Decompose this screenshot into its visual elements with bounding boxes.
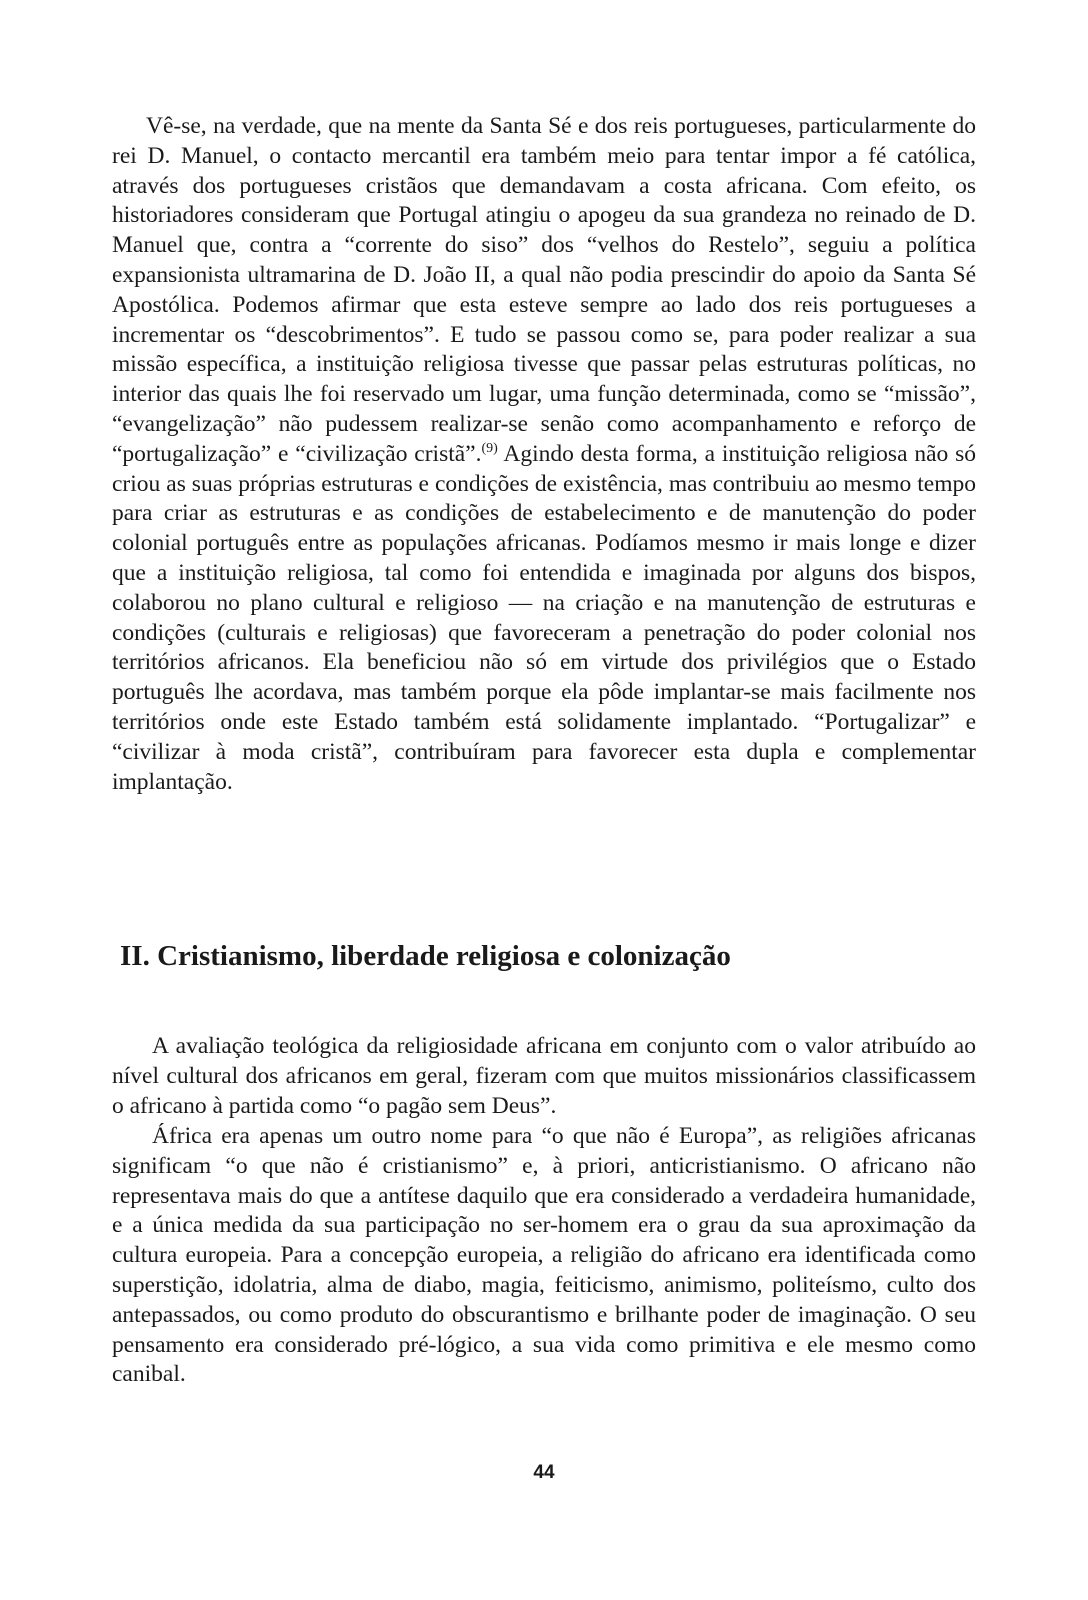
footnote-reference: (9) (481, 440, 498, 456)
section-heading: II. Cristianismo, liberdade religiosa e colonização (120, 940, 731, 972)
page-number: 44 (533, 1462, 555, 1483)
paragraph-1-text-end: Agindo desta forma, a instituição religiosa não só criou as suas próprias estruturas e condições de existência, mas contribuiu ao mesmo tempo para criar as estruturas e as condições de estabelecimento e de manutenção do poder colonial português entre as populações africanas. Podíamos mesmo ir mais longe e dizer que a instituição religiosa, tal como foi entendida e imaginada por alguns dos bispos, colaborou no plano cultural e religioso — na criação e na manutenção de estruturas e condições (culturais e religiosas) que favoreceram a penetração do poder colonial nos territórios africanos. Ela beneficiou não só em virtude dos privilégios que o Estado português lhe acordava, mas também porque ela pôde implantar-se mais facilmente nos territórios onde este Estado também está solidamente implantado. “Portugalizar” e “civilizar à moda cristã”, contribuíram para favorecer esta dupla e complementar implantação. (112, 440, 976, 795)
paragraph-1-text-start: Vê-se, na verdade, que na mente da Santa Sé e dos reis portugueses, particularmente do rei D. Manuel, o contacto mercantil era também meio para tentar impor a fé católica, através dos portugueses cristãos que demandavam a costa africana. Com efeito, os historiadores consideram que Portugal atingiu o apogeu da sua grandeza no reinado de D. Manuel que, contra a “corrente do siso” dos “velhos do Restelo”, seguiu a política expansionista ultramarina de D. João II, a qual não podia prescindir do apoio da Santa Sé Apostólica. Podemos afirmar que esta esteve sempre ao lado dos reis portugueses a incrementar os “descobrimentos”. E tudo se passou como se, para poder realizar a sua missão específica, a instituição religiosa tivesse que passar pelas estruturas políticas, no interior das quais lhe foi reservado um lugar, uma função determinada, como se “missão”, “evangelização” não pudessem realizar-se senão como acompanhamento e reforço de “portugalização” e “civilização cristã”. (112, 113, 976, 467)
body-paragraph-3: África era apenas um outro nome para “o que não é Europa”, as religiões africanas significam “o que não é cristianismo” e, à priori, anticristianismo. O africano não representava mais do que a antítese daquilo que era considerado a verdadeira humanidade, e a única medida da sua participação no ser-homem era o grau da sua aproximação da cultura europeia. Para a concepção europeia, a religião do africano era identificada como superstição, idolatria, alma de diabo, magia, feiticismo, animismo, politeísmo, culto dos antepassados, ou como produto do obscurantismo e brilhante poder de imaginação. O seu pensamento era considerado pré-lógico, a sua vida como primitiva e ele mesmo como canibal. (112, 1123, 976, 1388)
body-paragraph-1 (112, 112, 976, 797)
body-paragraph-2: A avaliação teológica da religiosidade africana em conjunto com o valor atribuído ao nível cultural dos africanos em geral, fizeram com que muitos missionários classificassem o africano à partida como “o pagão sem Deus”. (112, 1033, 976, 1119)
